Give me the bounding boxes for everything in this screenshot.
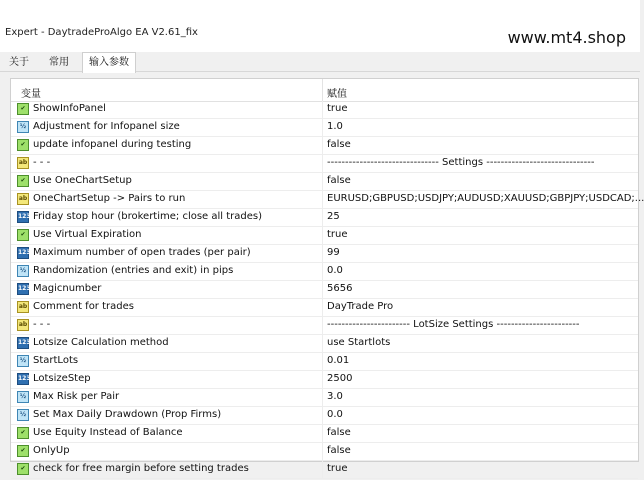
variable-name: StartLots	[33, 355, 79, 366]
int-icon: 123	[17, 337, 29, 349]
cell-divider	[322, 299, 323, 316]
variable-name: Max Risk per Pair	[33, 391, 120, 402]
variable-name: Magicnumber	[33, 283, 102, 294]
table-row[interactable]	[11, 101, 638, 119]
table-row[interactable]	[11, 173, 638, 191]
cell-divider	[322, 101, 323, 118]
variable-name: check for free margin before setting trades	[33, 463, 249, 474]
bool-icon: ✔	[17, 103, 29, 115]
bool-icon: ✔	[17, 463, 29, 475]
table-row[interactable]	[11, 155, 638, 173]
int-icon: 123	[17, 211, 29, 223]
variable-name: Set Max Daily Drawdown (Prop Firms)	[33, 409, 222, 420]
string-icon: ab	[17, 301, 29, 313]
variable-name: OnlyUp	[33, 445, 70, 456]
double-icon: ½	[17, 265, 29, 277]
variable-value[interactable]: DayTrade Pro	[327, 301, 394, 312]
table-row[interactable]	[11, 461, 638, 479]
table-row[interactable]	[11, 245, 638, 263]
variable-name: Friday stop hour (brokertime; close all trades)	[33, 211, 263, 222]
table-row[interactable]	[11, 227, 638, 245]
variable-name: Use Equity Instead of Balance	[33, 427, 183, 438]
cell-divider	[322, 209, 323, 226]
variable-value[interactable]: ------------------------------- Settings ------------------------------	[327, 157, 595, 168]
cell-divider	[322, 245, 323, 262]
variable-value[interactable]: 0.01	[327, 355, 350, 366]
variable-name: ShowInfoPanel	[33, 103, 106, 114]
table-body	[11, 101, 644, 479]
cell-divider	[322, 137, 323, 154]
variable-value[interactable]: false	[327, 445, 351, 456]
variable-name: - - -	[33, 157, 51, 168]
variable-value[interactable]: 0.0	[327, 409, 343, 420]
double-icon: ½	[17, 355, 29, 367]
cell-divider	[322, 461, 323, 478]
variable-value[interactable]: 99	[327, 247, 340, 258]
int-icon: 123	[17, 373, 29, 385]
tab-bar	[0, 52, 640, 72]
bool-icon: ✔	[17, 175, 29, 187]
bool-icon: ✔	[17, 229, 29, 241]
tab-common[interactable]: 常用	[49, 57, 69, 68]
cell-divider	[322, 173, 323, 190]
string-icon: ab	[17, 193, 29, 205]
cell-divider	[322, 371, 323, 388]
variable-name: LotsizeStep	[33, 373, 91, 384]
double-icon: ½	[17, 121, 29, 133]
title-bar	[0, 0, 640, 52]
double-icon: ½	[17, 409, 29, 421]
table-header	[11, 79, 638, 102]
table-row[interactable]	[11, 299, 638, 317]
cell-divider	[322, 317, 323, 334]
variable-name: - - -	[33, 319, 51, 330]
variable-value[interactable]: use Startlots	[327, 337, 391, 348]
variable-value[interactable]: 5656	[327, 283, 353, 294]
table-row[interactable]	[11, 389, 638, 407]
variable-value[interactable]: 3.0	[327, 391, 343, 402]
cell-divider	[322, 119, 323, 136]
variable-value[interactable]: true	[327, 463, 348, 474]
window-title: Expert - DaytradeProAlgo EA V2.61_fix	[5, 27, 198, 38]
string-icon: ab	[17, 319, 29, 331]
variable-value[interactable]: true	[327, 103, 348, 114]
cell-divider	[322, 155, 323, 172]
string-icon: ab	[17, 157, 29, 169]
table-row[interactable]	[11, 317, 638, 335]
table-row[interactable]	[11, 137, 638, 155]
variable-name: Comment for trades	[33, 301, 134, 312]
table-row[interactable]	[11, 209, 638, 227]
cell-divider	[322, 425, 323, 442]
variable-name: OneChartSetup -> Pairs to run	[33, 193, 186, 204]
column-header-variable[interactable]: 变量	[21, 89, 41, 100]
cell-divider	[322, 443, 323, 460]
bool-icon: ✔	[17, 445, 29, 457]
table-row[interactable]	[11, 119, 638, 137]
cell-divider	[322, 407, 323, 424]
cell-divider	[322, 191, 323, 208]
double-icon: ½	[17, 391, 29, 403]
variable-name: Adjustment for Infopanel size	[33, 121, 180, 132]
variable-name: Use OneChartSetup	[33, 175, 132, 186]
table-row[interactable]	[11, 443, 638, 461]
variable-value[interactable]: ----------------------- LotSize Settings -----------------------	[327, 319, 580, 330]
int-icon: 123	[17, 283, 29, 295]
variable-value[interactable]: 0.0	[327, 265, 343, 276]
variable-value[interactable]: EURUSD;GBPUSD;USDJPY;AUDUSD;XAUUSD;GBPJPY;USDCAD;...	[327, 193, 644, 204]
variable-value[interactable]: false	[327, 175, 351, 186]
variable-name: Maximum number of open trades (per pair)	[33, 247, 251, 258]
column-header-value[interactable]: 赋值	[327, 89, 347, 100]
column-divider[interactable]	[322, 79, 323, 101]
table-row[interactable]	[11, 371, 638, 389]
table-row[interactable]	[11, 191, 644, 209]
variable-value[interactable]: 25	[327, 211, 340, 222]
cell-divider	[322, 227, 323, 244]
table-row[interactable]	[11, 335, 638, 353]
tab-inputs[interactable]: 输入参数	[82, 52, 136, 73]
table-row[interactable]	[11, 353, 638, 371]
variable-value[interactable]: true	[327, 229, 348, 240]
table-row[interactable]	[11, 425, 638, 443]
variable-name: Use Virtual Expiration	[33, 229, 142, 240]
variable-value[interactable]: 2500	[327, 373, 353, 384]
tab-about[interactable]: 关于	[9, 57, 29, 68]
cell-divider	[322, 281, 323, 298]
watermark-text: www.mt4.shop	[507, 28, 626, 47]
table-row[interactable]	[11, 281, 638, 299]
cell-divider	[322, 263, 323, 280]
inputs-table	[10, 78, 644, 474]
variable-name: update infopanel during testing	[33, 139, 192, 150]
table-row[interactable]	[11, 263, 638, 281]
bool-icon: ✔	[17, 139, 29, 151]
variable-value[interactable]: false	[327, 139, 351, 150]
bool-icon: ✔	[17, 427, 29, 439]
table-row[interactable]	[11, 407, 638, 425]
variable-name: Randomization (entries and exit) in pips	[33, 265, 234, 276]
cell-divider	[322, 389, 323, 406]
cell-divider	[322, 335, 323, 352]
cell-divider	[322, 353, 323, 370]
variable-value[interactable]: false	[327, 427, 351, 438]
variable-value[interactable]: 1.0	[327, 121, 343, 132]
variable-name: Lotsize Calculation method	[33, 337, 169, 348]
int-icon: 123	[17, 247, 29, 259]
